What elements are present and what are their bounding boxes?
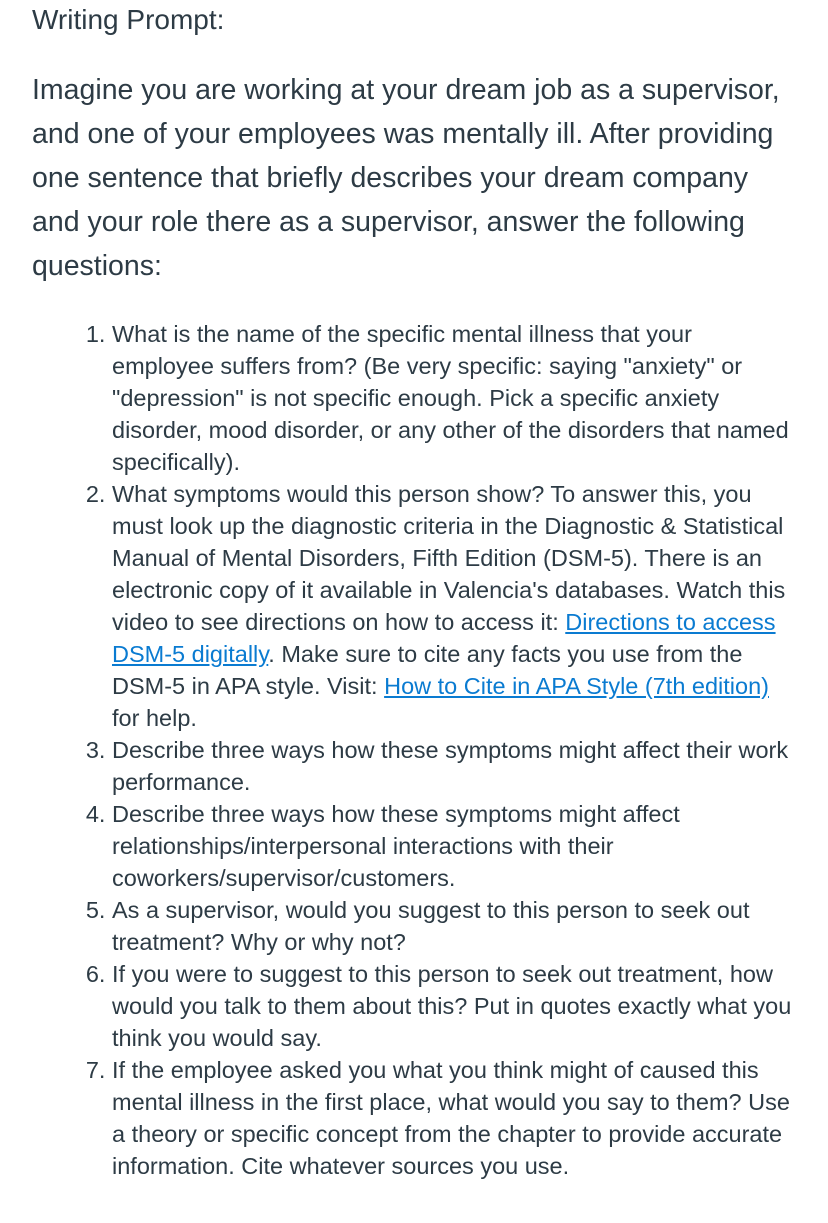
dsm5-directions-link[interactable]: Directions to access DSM-5 digitally	[112, 609, 776, 667]
question-6-text: If you were to suggest to this person to seek out treatment, how would you talk to them about this? Put in quotes exactly what you think you would say.	[112, 961, 792, 1051]
question-4	[112, 798, 796, 894]
question-1-text: What is the name of the specific mental illness that your employee suffers from? (Be very specific: saying "anxiety" or "depression" is not specific enough. Pick a specific anxiety disorder, mood disorder, or any other of the disorders that named specifically).	[112, 321, 789, 475]
question-6	[112, 958, 796, 1054]
question-2-text-part1: What symptoms would this person show? To answer this, you must look up the diagnostic criteria in the Diagnostic & Statistical Manual of Mental Disorders, Fifth Edition (DSM-5). There is an electronic copy of it available in Valencia's databases. Watch this video to see directions on how to access it:	[112, 481, 786, 635]
question-1	[112, 318, 796, 478]
prompt-intro: Imagine you are working at your dream job as a supervisor, and one of your employees was mentally ill. After providing one sentence that briefly describes your dream company and your role there as a supervisor, answer the following questions:	[32, 74, 780, 282]
question-7	[112, 1054, 796, 1182]
apa-citation-link[interactable]: How to Cite in APA Style (7th edition)	[384, 673, 769, 699]
question-3	[112, 734, 796, 798]
question-5-text: As a supervisor, would you suggest to this person to seek out treatment? Why or why not?	[112, 897, 750, 955]
question-2-text-part2: . Make sure to cite any facts you use from the DSM-5 in APA style. Visit:	[112, 641, 743, 699]
question-7-text: If the employee asked you what you think might of caused this mental illness in the first place, what would you say to them? Use a theory or specific concept from the chapter to provide accurate information. Cite whatever sources you use.	[112, 1057, 790, 1179]
question-3-text: Describe three ways how these symptoms might affect their work performance.	[112, 737, 789, 795]
question-list	[32, 318, 796, 1182]
question-2-text-part3: for help.	[112, 705, 197, 731]
question-5	[112, 894, 796, 958]
prompt-heading: Writing Prompt:	[32, 4, 225, 35]
question-4-text: Describe three ways how these symptoms might affect relationships/interpersonal interactions with their coworkers/supervisor/customers.	[112, 801, 680, 891]
question-2	[112, 478, 796, 734]
